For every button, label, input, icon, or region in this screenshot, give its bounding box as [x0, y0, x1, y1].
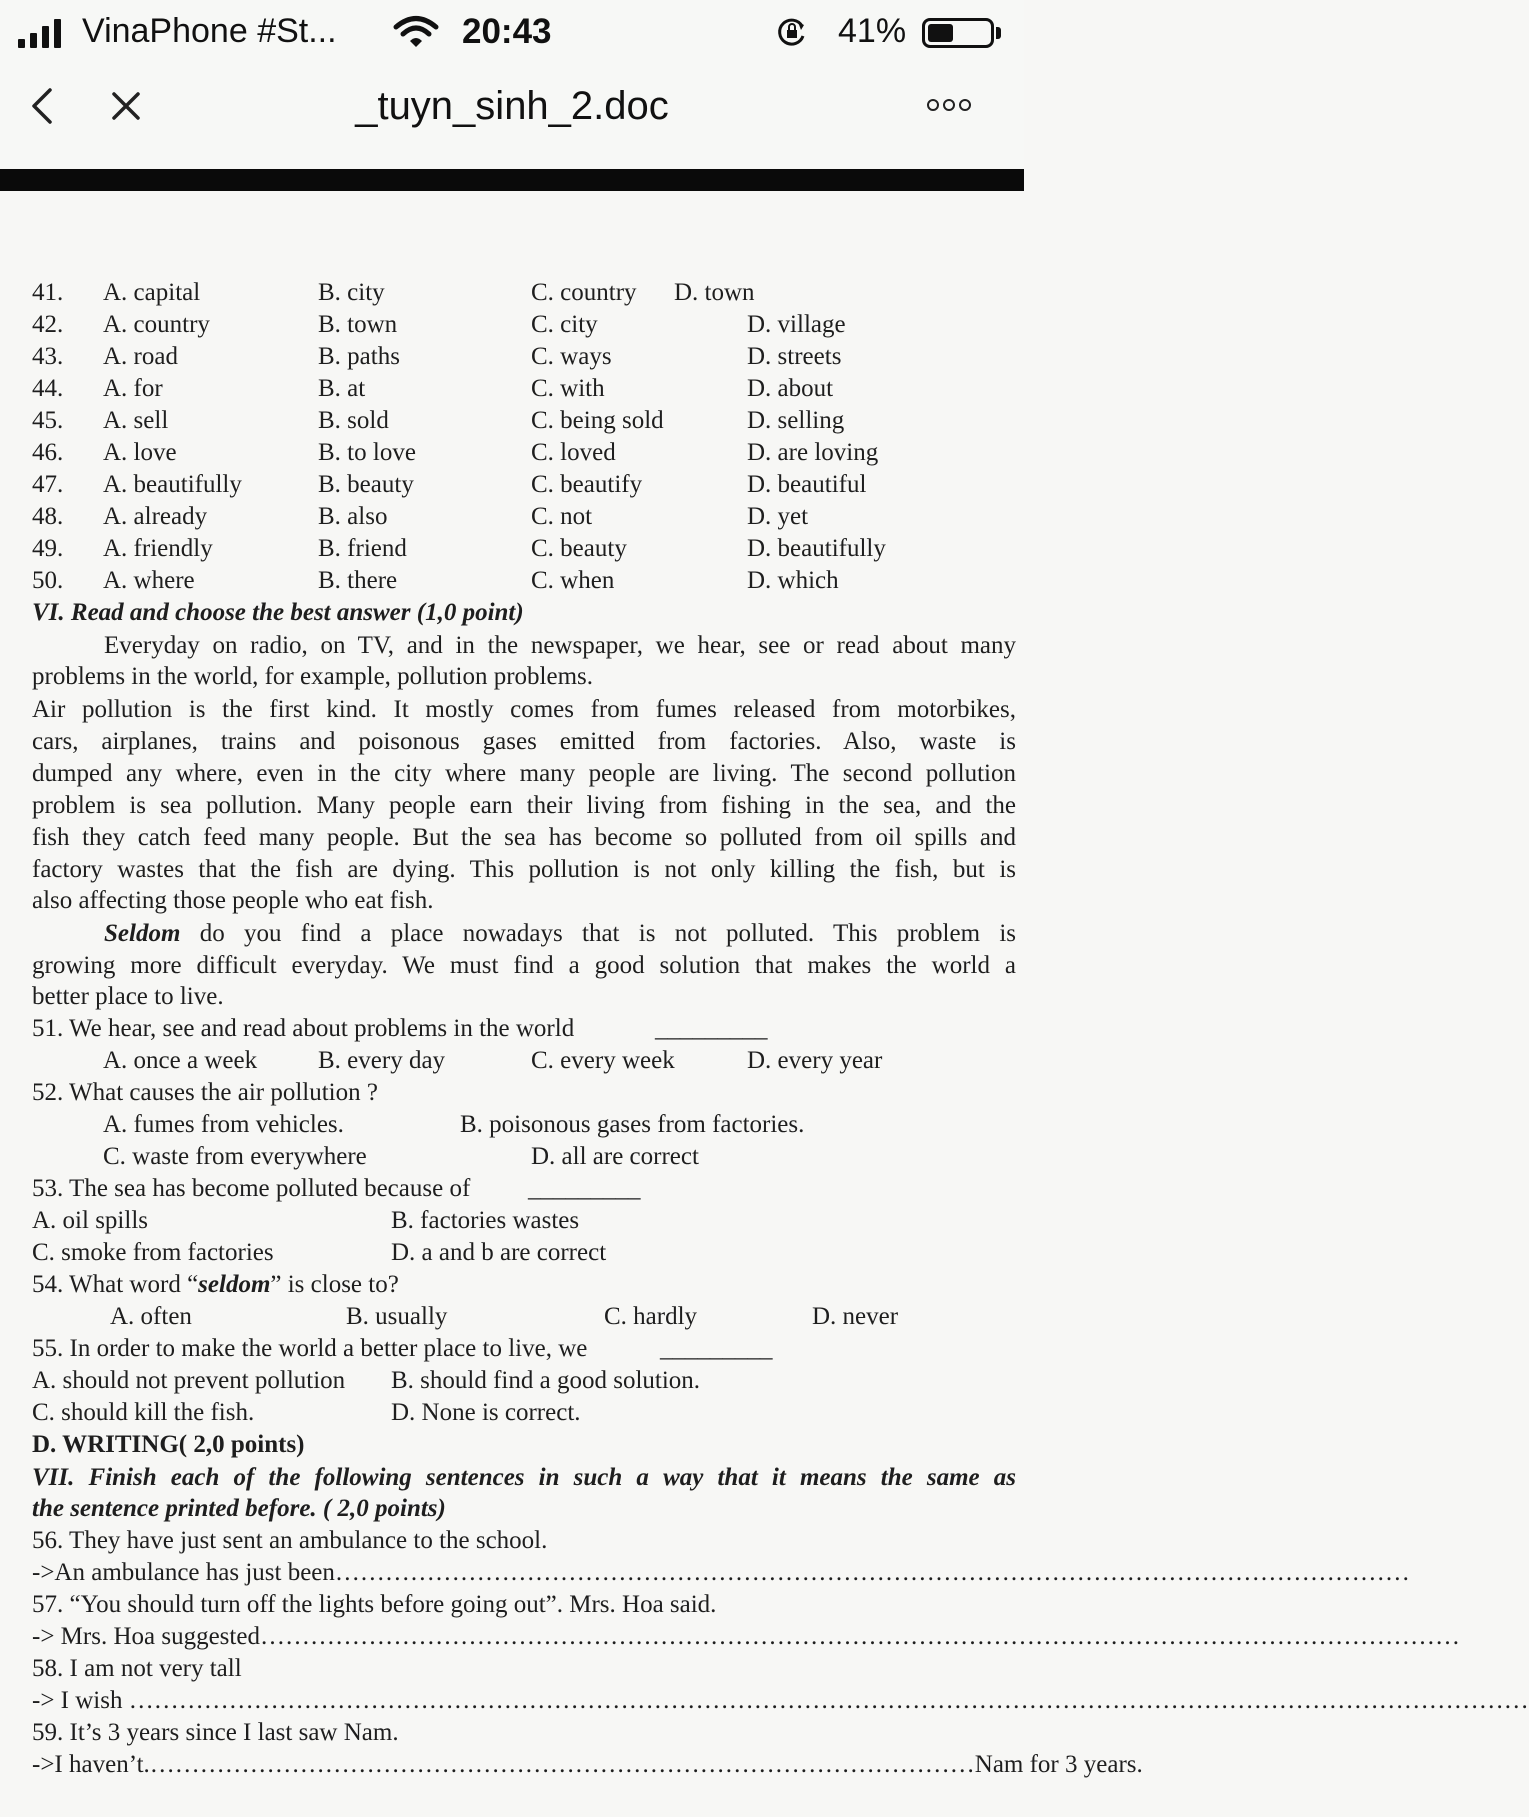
- option-b: B. friend: [318, 535, 407, 562]
- option-d: D. beautifully: [747, 535, 886, 562]
- passage-line: cars, airplanes, trains and poisonous gases emitted from factories. Also, waste is: [32, 728, 1016, 755]
- seldom-word: Seldom: [104, 920, 181, 947]
- question-number: 41.: [32, 279, 64, 306]
- option-b: B. at: [318, 375, 366, 402]
- option-c: C. waste from everywhere: [103, 1143, 367, 1170]
- toolbar-divider: [0, 169, 1024, 191]
- option-a: A. often: [110, 1303, 192, 1330]
- document-title: _tuyn_sinh_2.doc: [355, 84, 669, 128]
- answer-blank: _________: [655, 1015, 768, 1042]
- answer-blank: _________: [528, 1175, 641, 1202]
- option-a: A. country: [103, 311, 210, 338]
- option-d: D. all are correct: [531, 1143, 699, 1170]
- section-vii-heading-line1: VII. Finish each of the following sentences in such a way that it means the same as: [32, 1464, 1016, 1491]
- question-number: 46.: [32, 439, 64, 466]
- passage-p1-line2: problems in the world, for example, pollution problems.: [32, 663, 594, 690]
- option-a: A. where: [103, 567, 195, 594]
- option-c: C. beauty: [531, 535, 627, 562]
- question-text: 56. They have just sent an ambulance to the school.: [32, 1527, 548, 1554]
- question-text: 58. I am not very tall: [32, 1655, 242, 1682]
- option-d: D. every year: [747, 1047, 883, 1074]
- passage-line: fish they catch feed many people. But the sea has become so polluted from oil spills and: [32, 824, 1016, 851]
- passage-line: Air pollution is the first kind. It mostly comes from fumes released from motorbikes,: [32, 696, 1016, 723]
- question-text: 57. “You should turn off the lights before going out”. Mrs. Hoa said.: [32, 1591, 717, 1618]
- option-d: D. about: [747, 375, 834, 402]
- option-c: C. being sold: [531, 407, 664, 434]
- passage-p3-line2: growing more difficult everyday. We must find a good solution that makes the world a: [32, 952, 1016, 979]
- question-text: [32, 1270, 399, 1300]
- option-d: D. None is correct.: [391, 1399, 581, 1426]
- answer-line: ->I haven’t.………………………………………………………………………………………Nam for 3 years.: [32, 1751, 1143, 1778]
- question-text: 52. What causes the air pollution ?: [32, 1079, 378, 1106]
- option-d: D. selling: [747, 407, 845, 434]
- option-b: B. also: [318, 503, 388, 530]
- option-c: C. city: [531, 311, 598, 338]
- passage-p1-line1: Everyday on radio, on TV, and in the newspaper, we hear, see or read about many: [104, 632, 1016, 659]
- option-c: C. when: [531, 567, 615, 594]
- option-d: D. are loving: [747, 439, 879, 466]
- passage-line: problem is sea pollution. Many people earn their living from fishing in the sea, and the: [32, 792, 1016, 819]
- more-options-button[interactable]: [924, 94, 974, 116]
- option-a: A. capital: [103, 279, 201, 306]
- option-d: D. yet: [747, 503, 809, 530]
- more-dots-icon: [924, 94, 974, 116]
- battery-percent: 41%: [838, 12, 907, 50]
- passage-line: dumped any where, even in the city where many people are living. The second pollution: [32, 760, 1016, 787]
- option-b: B. sold: [318, 407, 389, 434]
- option-a: A. road: [103, 343, 178, 370]
- answer-line: -> Mrs. Hoa suggested………………………………………………………………………………………………………………………………: [32, 1623, 1460, 1650]
- option-c: C. ways: [531, 343, 612, 370]
- option-b: B. every day: [318, 1047, 446, 1074]
- option-b: B. town: [318, 311, 398, 338]
- seldom-word: seldom: [198, 1271, 271, 1298]
- option-c: C. hardly: [604, 1303, 698, 1330]
- option-b: B. beauty: [318, 471, 414, 498]
- question-text: 53. The sea has become polluted because of: [32, 1175, 471, 1202]
- option-a: A. beautifully: [103, 471, 242, 498]
- battery-tip: [996, 27, 1001, 39]
- option-c: C. with: [531, 375, 605, 402]
- carrier-name: VinaPhone #St...: [82, 12, 337, 50]
- option-b: B. there: [318, 567, 398, 594]
- option-b: B. city: [318, 279, 385, 306]
- option-d: D. town: [674, 279, 755, 306]
- question-number: 48.: [32, 503, 64, 530]
- option-d: D. which: [747, 567, 839, 594]
- signal-icon: [18, 18, 76, 48]
- option-b: B. factories wastes: [391, 1207, 580, 1234]
- question-text: 55. In order to make the world a better place to live, we: [32, 1335, 588, 1362]
- question-number: 50.: [32, 567, 64, 594]
- question-text-post: ” is close to?: [270, 1271, 399, 1298]
- option-c: C. every week: [531, 1047, 675, 1074]
- option-a: A. once a week: [103, 1047, 258, 1074]
- option-a: A. for: [103, 375, 163, 402]
- passage-p2-last: also affecting those people who eat fish.: [32, 887, 434, 914]
- question-text-pre: 54. What word “: [32, 1271, 199, 1298]
- rotation-lock-icon: [776, 16, 808, 48]
- option-a: A. sell: [103, 407, 169, 434]
- option-a: A. love: [103, 439, 177, 466]
- option-b: B. paths: [318, 343, 400, 370]
- question-number: 47.: [32, 471, 64, 498]
- passage-line: factory wastes that the fish are dying. This pollution is not only killing the fish, but is: [32, 856, 1016, 883]
- option-a: A. friendly: [103, 535, 213, 562]
- passage-p3-line1-rest: do you find a place nowadays that is not polluted. This problem is: [180, 920, 1016, 947]
- option-b: B. usually: [346, 1303, 448, 1330]
- answer-blank: _________: [660, 1335, 773, 1362]
- option-c: C. country: [531, 279, 637, 306]
- passage-p3-line3: better place to live.: [32, 983, 224, 1010]
- section-vi-heading: VI. Read and choose the best answer (1,0 point): [32, 599, 524, 626]
- option-c: C. should kill the fish.: [32, 1399, 255, 1426]
- section-vii-heading-line2: the sentence printed before. ( 2,0 points): [32, 1495, 446, 1522]
- option-c: C. not: [531, 503, 593, 530]
- option-a: A. oil spills: [32, 1207, 148, 1234]
- question-number: 42.: [32, 311, 64, 338]
- option-b: B. to love: [318, 439, 416, 466]
- wifi-icon: [392, 14, 440, 50]
- option-d: D. never: [812, 1303, 899, 1330]
- option-b: B. should find a good solution.: [391, 1367, 701, 1394]
- option-d: D. village: [747, 311, 846, 338]
- answer-line: -> I wish ……………………………………………………………………………………………………………………………………………………: [32, 1687, 1529, 1714]
- question-number: 44.: [32, 375, 64, 402]
- writing-heading: D. WRITING( 2,0 points): [32, 1431, 305, 1458]
- option-d: D. streets: [747, 343, 842, 370]
- battery-icon: [922, 18, 994, 48]
- option-c: C. smoke from factories: [32, 1239, 274, 1266]
- option-c: C. loved: [531, 439, 616, 466]
- question-number: 49.: [32, 535, 64, 562]
- question-number: 43.: [32, 343, 64, 370]
- option-a: A. fumes from vehicles.: [103, 1111, 344, 1138]
- question-text: 51. We hear, see and read about problems in the world: [32, 1015, 575, 1042]
- option-c: C. beautify: [531, 471, 643, 498]
- option-a: A. already: [103, 503, 208, 530]
- option-b: B. poisonous gases from factories.: [460, 1111, 805, 1138]
- clock-time: 20:43: [462, 12, 552, 51]
- question-number: 45.: [32, 407, 64, 434]
- passage-p3-line1: [104, 918, 1016, 950]
- option-d: D. a and b are correct: [391, 1239, 607, 1266]
- battery-level-fill: [928, 24, 953, 42]
- answer-line: ->An ambulance has just been…………………………………………………………………………………………………………………: [32, 1559, 1410, 1586]
- option-d: D. beautiful: [747, 471, 867, 498]
- question-text: 59. It’s 3 years since I last saw Nam.: [32, 1719, 399, 1746]
- option-a: A. should not prevent pollution: [32, 1367, 346, 1394]
